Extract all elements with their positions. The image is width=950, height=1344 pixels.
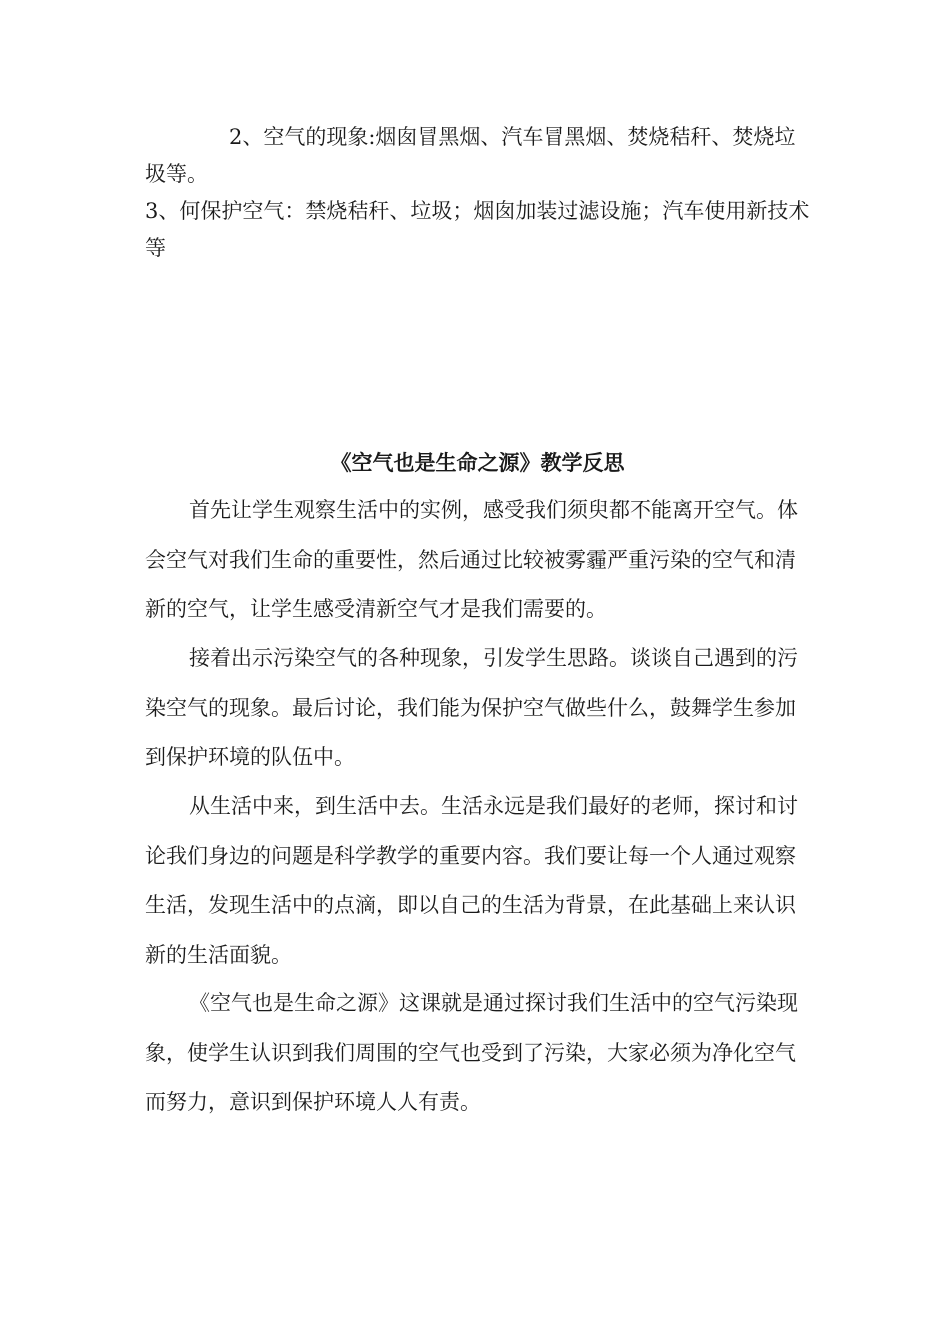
- list-item-air-phenomena: 2、空气的现象:烟囱冒黑烟、汽车冒黑烟、焚烧秸秆、焚烧垃圾等。: [145, 125, 796, 186]
- reflection-paragraph-2: 接着出示污染空气的各种现象，引发学生思路。谈谈自己遇到的污染空气的现象。最后讨论，我们能为保护空气做些什么，鼓舞学生参加到保护环境的队伍中。: [145, 646, 798, 769]
- reflection-paragraph-1: 首先让学生观察生活中的实例，感受我们须臾都不能离开空气。体会空气对我们生命的重要性，然后通过比较被雾霾严重污染的空气和清新的空气，让学生感受清新空气才是我们需要的。: [145, 498, 798, 621]
- reflection-title: 《空气也是生命之源》教学反思: [330, 450, 625, 475]
- reflection-paragraph-3: 从生活中来，到生活中去。生活永远是我们最好的老师，探讨和讨论我们身边的问题是科学教学的重要内容。我们要让每一个人通过观察生活，发现生活中的点滴，即以自己的生活为背景，在此基础上来认识新的生活面貌。: [145, 794, 798, 967]
- reflection-paragraph-4: 《空气也是生命之源》这课就是通过探讨我们生活中的空气污染现象，使学生认识到我们周围的空气也受到了污染，大家必须为净化空气而努力，意识到保护环境人人有责。: [145, 991, 798, 1114]
- list-item-protect-air: 3、何保护空气：禁烧秸秆、垃圾；烟囱加装过滤设施；汽车使用新技术等: [145, 199, 810, 260]
